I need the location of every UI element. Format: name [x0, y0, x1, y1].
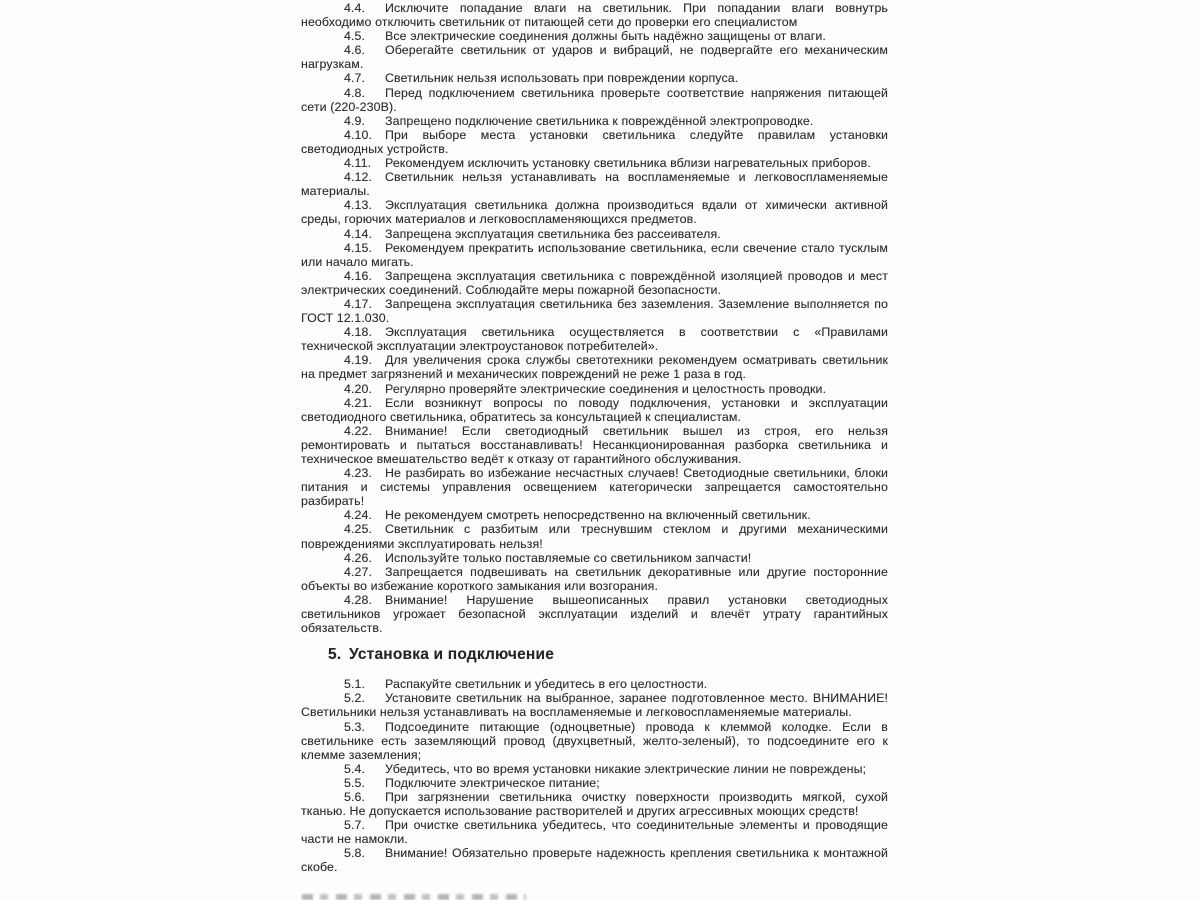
item-number: 5.6.	[344, 789, 366, 804]
paragraph-4-10	[301, 128, 888, 156]
item-text: Рекомендуем исключить установку светильника вблизи нагревательных приборов.	[385, 156, 871, 171]
item-number: 5.7.	[344, 818, 366, 833]
item-number: 4.12.	[344, 170, 373, 185]
item-number: 4.17.	[344, 296, 373, 311]
paragraph-4-17	[301, 297, 888, 325]
item-text: Не разбирать во избежание несчастных случаев! Светодиодные светильники, блоки питания и системы управления освещением категорически запрещается самостоятельно разбирать!	[301, 466, 888, 509]
paragraph-4-24	[301, 508, 888, 522]
paragraph-4-13	[301, 198, 888, 226]
paragraph-4-14	[301, 227, 888, 241]
item-number: 4.11.	[344, 156, 372, 171]
item-text: Запрещена эксплуатация светильника без заземления. Заземление выполняется по ГОСТ 12.1.030.	[301, 296, 888, 326]
item-text: Распакуйте светильник и убедитесь в его целостности.	[385, 677, 708, 692]
item-text: Внимание! Нарушение вышеописанных правил установки светодиодных светильников угрожает безопасной эксплуатации изделий и влечёт утрату гарантийных обязательств.	[301, 592, 888, 636]
item-text: Подключите электрическое питание;	[385, 775, 600, 790]
item-number: 4.6.	[344, 43, 366, 58]
item-text: Эксплуатация светильника должна производиться вдали от химически активной среды, горючих материалов и легковоспламеняющихся предметов.	[301, 198, 888, 227]
paragraph-4-27	[301, 565, 888, 593]
item-text: Светильник нельзя использовать при повреждении корпуса.	[385, 71, 739, 86]
paragraph-4-28	[301, 593, 888, 635]
item-text: Подсоедините питающие (одноцветные) провода к клеммой колодке. Если в светильнике есть заземляющий провод (двухцветный, желто-зеленый), то подсоедините его к клемме заземления;	[301, 719, 888, 762]
item-number: 4.7.	[344, 71, 366, 86]
item-number: 4.25.	[344, 522, 373, 537]
item-text: Используйте только поставляемые со светильником запчасти!	[385, 550, 752, 565]
paragraph-4-15	[301, 241, 888, 269]
item-text: Убедитесь, что во время установки никакие электрические линии не повреждены;	[385, 761, 867, 776]
item-number: 4.20.	[344, 381, 373, 396]
document-page	[301, 1, 888, 875]
item-number: 4.16.	[344, 268, 373, 283]
paragraph-4-19	[301, 353, 888, 381]
paragraph-5-6	[301, 790, 888, 818]
item-number: 4.18.	[344, 325, 373, 340]
item-text: Если возникнут вопросы по поводу подключения, установки и эксплуатации светодиодного светильника, обратитесь за консультацией к специалистам.	[301, 395, 888, 424]
paragraph-5-4	[301, 762, 888, 776]
item-text: Для увеличения срока службы светотехники рекомендуем осматривать светильник на предмет загрязнений и механических повреждений не реже 1 раза в год.	[301, 353, 888, 382]
item-text: Все электрические соединения должны быть надёжно защищены от влаги.	[385, 29, 826, 44]
paragraph-4-6	[301, 43, 888, 71]
item-number: 4.10.	[344, 127, 373, 142]
item-text: Запрещается подвешивать на светильник декоративные или другие посторонние объекты во избежание короткого замыкания или возгорания.	[301, 564, 888, 593]
paragraph-4-21	[301, 396, 888, 424]
paragraph-4-9	[301, 114, 888, 128]
item-number: 4.8.	[344, 85, 366, 100]
paragraph-4-20	[301, 382, 888, 396]
item-text: Установите светильник на выбранное, заранее подготовленное место. ВНИМАНИЕ! Светильники нельзя устанавливать на воспламеняемые и легковоспламеняемые материалы.	[301, 691, 888, 720]
item-number: 5.8.	[344, 846, 366, 861]
item-text: При выборе места установки светильника следуйте правилам установки светодиодных устройств.	[301, 127, 888, 156]
item-number: 5.3.	[344, 719, 366, 734]
paragraph-4-4	[301, 1, 888, 29]
paragraph-5-8	[301, 846, 888, 874]
paragraph-4-26	[301, 551, 888, 565]
item-number: 4.4.	[344, 1, 366, 15]
paragraph-4-18	[301, 325, 888, 353]
item-number: 5.1.	[344, 677, 366, 692]
item-number: 5.5.	[344, 775, 366, 790]
item-text: Внимание! Обязательно проверьте надежность крепления светильника к монтажной скобе.	[301, 846, 888, 875]
paragraph-5-2	[301, 691, 888, 719]
paragraph-4-5	[301, 29, 888, 43]
item-text: Светильник нельзя устанавливать на воспламеняемые и легковоспламеняемые материалы.	[301, 170, 888, 199]
item-number: 4.13.	[344, 198, 373, 213]
item-text: Регулярно проверяйте электрические соединения и целостность проводки.	[385, 381, 827, 396]
item-text: Эксплуатация светильника осуществляется в соответствии с «Правилами технической эксплуатации электроустановок потребителей».	[301, 325, 888, 354]
item-text: Запрещена эксплуатация светильника без рассеивателя.	[385, 226, 721, 241]
item-number: 4.24.	[344, 508, 373, 523]
section-number: 5.	[328, 646, 342, 664]
item-number: 4.15.	[344, 240, 373, 255]
item-text: Светильник с разбитым или треснувшим стеклом и другими механическими повреждениями эксплуатировать нельзя!	[301, 522, 888, 551]
item-text: При очистке светильника убедитесь, что соединительные элементы и проводящие части не намокли.	[301, 818, 888, 847]
item-text: Запрещено подключение светильника к повреждённой электропроводке.	[385, 113, 814, 128]
item-number: 5.4.	[344, 761, 366, 776]
paragraph-5-1	[301, 677, 888, 691]
section-title: Установка и подключение	[349, 646, 555, 664]
item-text: Запрещена эксплуатация светильника с повреждённой изоляцией проводов и мест электрических соединений. Соблюдайте меры пожарной безопасности.	[301, 268, 888, 297]
paragraph-4-25	[301, 522, 888, 550]
item-text: Оберегайте светильник от ударов и вибраций, не подвергайте его механическим нагрузкам.	[301, 43, 888, 72]
item-text: Не рекомендуем смотреть непосредственно на включенный светильник.	[385, 508, 811, 523]
item-number: 4.9.	[344, 113, 366, 128]
paragraph-5-5	[301, 776, 888, 790]
item-number: 4.19.	[344, 353, 373, 368]
item-text: Исключите попадание влаги на светильник. При попадании влаги вовнутрь необходимо отключить светильник от питающей сети до проверки его специалистом	[301, 1, 888, 30]
item-text: Перед подключением светильника проверьте соответствие напряжения питающей сети (220-230В).	[301, 85, 888, 114]
item-number: 5.2.	[344, 691, 366, 706]
item-number: 4.5.	[344, 29, 366, 44]
item-text: Внимание! Если светодиодный светильник вышел из строя, его нельзя ремонтировать и пытаться восстанавливать! Несанкционированная разборка светильника и техническое вмешательство ведёт к отказу от гарантийного обслуживания.	[301, 423, 888, 466]
paragraph-4-8	[301, 86, 888, 114]
item-number: 4.23.	[344, 466, 373, 481]
paragraph-4-16	[301, 269, 888, 297]
paragraph-4-23	[301, 466, 888, 508]
item-text: При загрязнении светильника очистку поверхности производить мягкой, сухой тканью. Не допускается использование растворителей и других агрессивных моющих средств!	[301, 789, 888, 819]
item-text: Рекомендуем прекратить использование светильника, если свечение стало тусклым или начало мигать.	[301, 240, 888, 269]
cutoff-next-line-artifact	[302, 894, 526, 900]
paragraph-4-12	[301, 170, 888, 198]
item-number: 4.14.	[344, 226, 373, 241]
item-number: 4.26.	[344, 550, 373, 565]
item-number: 4.28.	[344, 592, 373, 607]
paragraph-4-11	[301, 156, 888, 170]
paragraph-4-22	[301, 424, 888, 466]
item-number: 4.22.	[344, 423, 373, 438]
item-number: 4.27.	[344, 564, 373, 579]
paragraph-5-3	[301, 720, 888, 762]
paragraph-5-7	[301, 818, 888, 846]
paragraph-4-7	[301, 71, 888, 85]
section-5-heading	[301, 645, 888, 664]
item-number: 4.21.	[344, 395, 373, 410]
